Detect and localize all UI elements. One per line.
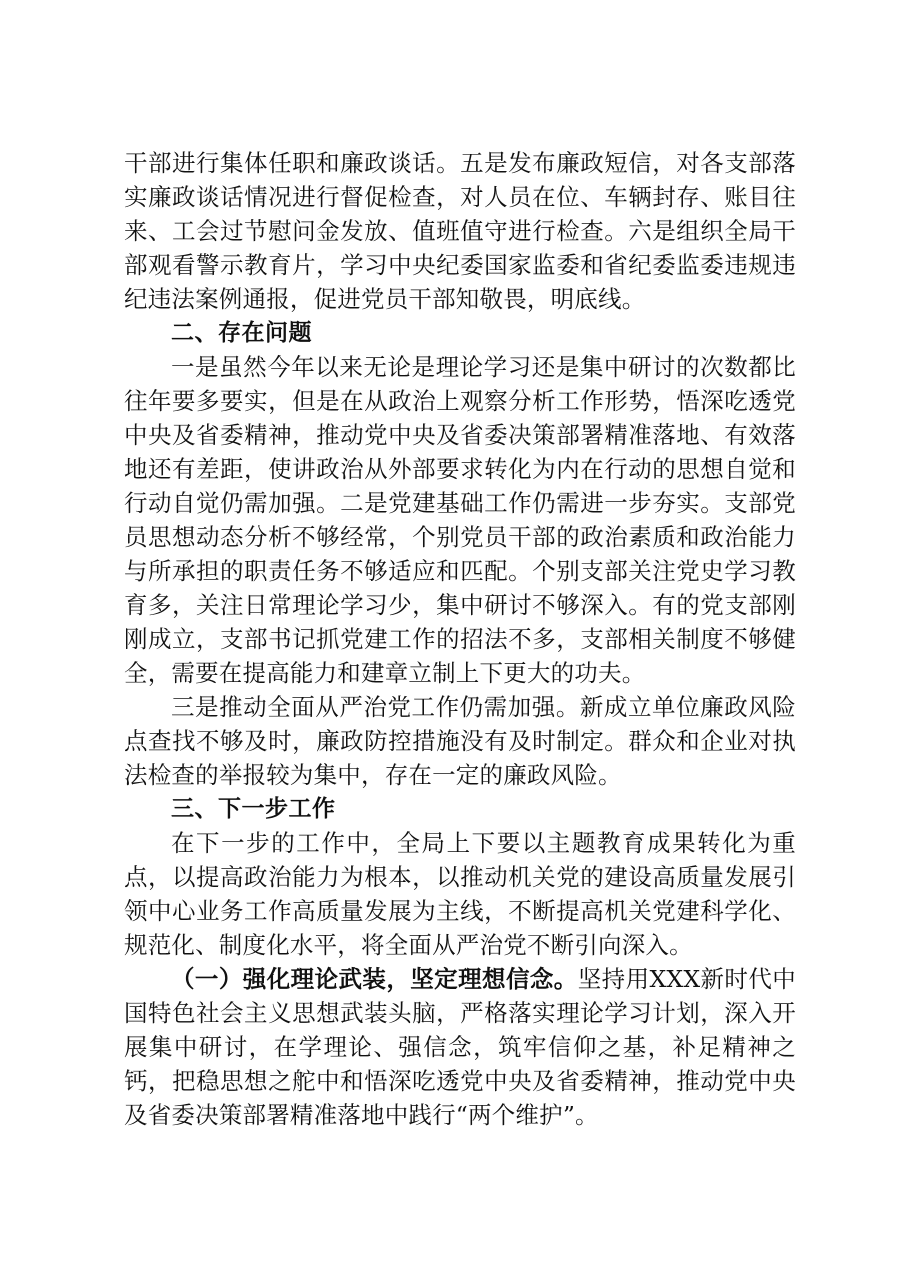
paragraph-theory-armament	[124, 962, 796, 1132]
paragraph-theory-armament-body: 坚持用XXX新时代中国特色社会主义思想武装头脑，严格落实理论学习计划，深入开展集中研讨，在学理论、强信念，筑牢信仰之基，补足精神之钙，把稳思想之舵中和悟深吃透党中央及省委精神，推动党中央及省委决策部署精准落地中践行“两个维护”。	[124, 965, 796, 1129]
section-heading-next-steps: 三、下一步工作	[171, 796, 336, 822]
subheading-theory-armament: （一）强化理论武装，坚定理想信念。	[171, 965, 578, 993]
paragraph-integrity-talks: 干部进行集体任职和廉政谈话。五是发布廉政短信，对各支部落实廉政谈话情况进行督促检查，对人员在位、车辆封存、账目往来、工会过节慰问金发放、值班值守进行检查。六是组织全局干部观看警示教育片，学习中央纪委国家监委和省纪委监委违规违纪违法案例通报，促进党员干部知敬畏，明底线。	[124, 149, 796, 313]
document-page	[124, 146, 796, 1132]
paragraph-next-steps-intro: 在下一步的工作中，全局上下要以主题教育成果转化为重点，以提高政治能力为根本，以推动机关党的建设高质量发展引领中心业务工作高质量发展为主线，不断提高机关党建科学化、规范化、制度化水平，将全面从严治党不断引向深入。	[124, 829, 796, 959]
paragraph-problems-one-two: 一是虽然今年以来无论是理论学习还是集中研讨的次数都比往年要多要实，但是在从政治上观察分析工作形势，悟深吃透党中央及省委精神，推动党中央及省委决策部署精准落地、有效落地还有差距，使讲政治从外部要求转化为内在行动的思想自觉和行动自觉仍需加强。二是党建基础工作仍需进一步夯实。支部党员思想动态分析不够经常，个别党员干部的政治素质和政治能力与所承担的职责任务不够适应和匹配。个别支部关注党史学习教育多，关注日常理论学习少，集中研讨不够深入。有的党支部刚刚成立，支部书记抓党建工作的招法不多，支部相关制度不够健全，需要在提高能力和建章立制上下更大的功夫。	[124, 353, 796, 687]
section-heading-existing-problems: 二、存在问题	[171, 320, 312, 346]
paragraph-problems-three: 三是推动全面从严治党工作仍需加强。新成立单位廉政风险点查找不够及时，廉政防控措施没有及时制定。群众和企业对执法检查的举报较为集中，存在一定的廉政风险。	[124, 693, 796, 789]
